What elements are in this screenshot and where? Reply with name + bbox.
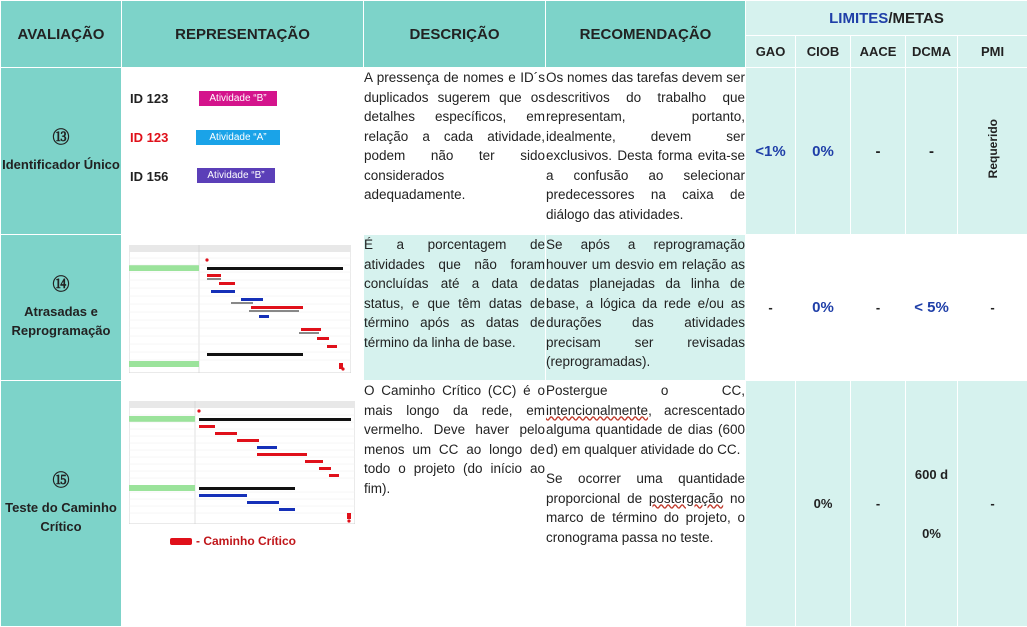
id-label: ID 156: [130, 169, 168, 184]
text-fragment: Postergue o CC,: [546, 383, 745, 398]
recommendation-paragraph: [546, 469, 745, 547]
col-ciob: CIOB: [796, 36, 851, 68]
recommendation-cell: Os nomes das tarefas devem ser descritivos do trabalho que representam, portanto, idealmente, devem ser exclusivos. Desta forma evita-se a confusão ao selecionar predecessores na caixa de diálogo das atividades.: [546, 68, 746, 235]
value-pmi: -: [958, 381, 1027, 627]
description-cell: A pressença de nomes e ID´s duplicados sugerem que os detalhes específicos, em relação a cada atividade, podem não ter sido considerados adequadamente.: [364, 68, 546, 235]
activity-tag: Atividade “A”: [196, 130, 280, 145]
row-title: Atrasadas e Reprogramação: [12, 304, 111, 338]
value-dcma-days: 600 d: [906, 467, 957, 482]
representation-cell: [122, 68, 364, 235]
description-cell: É a porcentagem de atividades que não foram concluídas até a data de status, e que têm datas de término após as datas de término da linha de base.: [364, 235, 546, 381]
value-dcma-percent: 0%: [906, 526, 957, 541]
row-title: Identificador Único: [2, 157, 120, 172]
value-dcma: -: [906, 68, 958, 235]
row-number: ⑬: [1, 128, 121, 147]
row-title: Teste do Caminho Crítico: [5, 500, 117, 534]
recommendation-paragraph: [546, 381, 745, 459]
header-limites-metas: [746, 1, 1027, 36]
gantt-chart-delayed: [129, 245, 351, 373]
value-gao: <1%: [746, 68, 796, 235]
col-gao: GAO: [746, 36, 796, 68]
representation-cell: [122, 381, 364, 627]
value-ciob: 0%: [796, 68, 851, 235]
spellcheck-word: postergação: [649, 491, 723, 506]
description-cell: O Caminho Crítico (CC) é o mais longo da rede, em vermelho. Deve haver pelo menos um CC ao longo de todo o projeto (do início ao fim).: [364, 381, 546, 627]
critical-path-legend: [170, 534, 296, 548]
header-representacao: REPRESENTAÇÃO: [122, 1, 364, 68]
id-label: ID 123: [130, 91, 168, 106]
row-number: ⑮: [1, 471, 121, 490]
value-pmi-text: Requerido: [986, 119, 1000, 178]
col-aace: AACE: [851, 36, 906, 68]
text-fragment: Se ocorrer uma quantidade proporcional de: [546, 471, 745, 506]
text-fragment: , acrescentado alguma quantidade de dias (600 d) em qualquer atividade do CC.: [546, 403, 745, 457]
value-gao: [746, 381, 796, 627]
table-row: [1, 381, 1027, 627]
recommendation-cell: Se após a reprogramação houver um desvio em relação as datas planejadas da linha de base, a lógica da rede e/ou as durações das atividades precisam ser revisadas (reprogramadas).: [546, 235, 746, 381]
header-avaliacao: AVALIAÇÃO: [1, 1, 122, 68]
value-dcma: < 5%: [906, 235, 958, 381]
header-descricao: DESCRIÇÃO: [364, 1, 546, 68]
header-recomendacao: RECOMENDAÇÃO: [546, 1, 746, 68]
eval-cell: [1, 381, 122, 627]
value-pmi: -: [958, 235, 1027, 381]
id-label-duplicate: ID 123: [130, 130, 168, 145]
col-pmi: PMI: [958, 36, 1027, 68]
eval-cell: [1, 68, 122, 235]
col-dcma: DCMA: [906, 36, 958, 68]
text-fragment: no marco de término do projeto, o cronograma passa no teste.: [546, 491, 745, 545]
header-limites: LIMITES: [829, 10, 888, 27]
activity-tag: Atividade “B”: [199, 91, 277, 106]
value-aace: -: [851, 68, 906, 235]
row-number: ⑭: [1, 275, 121, 294]
critical-path-swatch: [170, 538, 192, 545]
value-aace: -: [851, 235, 906, 381]
gantt-chart-critical-path: [129, 401, 355, 524]
value-dcma: [906, 381, 958, 627]
eval-cell: [1, 235, 122, 381]
header-metas: /METAS: [888, 10, 944, 27]
table-row: [1, 235, 1027, 381]
value-ciob: 0%: [796, 235, 851, 381]
spellcheck-word: intencionalmente: [546, 403, 648, 418]
recommendation-cell: [546, 381, 746, 627]
representation-cell: [122, 235, 364, 381]
value-aace: -: [851, 381, 906, 627]
table-row: [1, 68, 1027, 235]
value-ciob: 0%: [796, 381, 851, 627]
value-gao: -: [746, 235, 796, 381]
activity-tag: Atividade “B”: [197, 168, 275, 183]
value-pmi: [958, 68, 1027, 235]
critical-path-legend-text: - Caminho Crítico: [196, 534, 296, 548]
